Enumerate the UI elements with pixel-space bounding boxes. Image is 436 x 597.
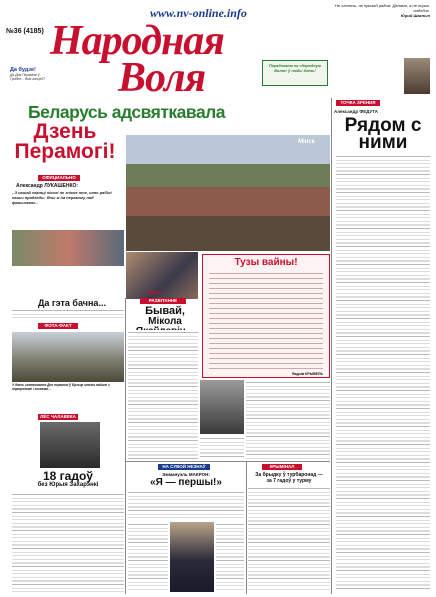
macron-article-text-2 xyxy=(128,522,168,592)
photo-fact-tag: ФОТА-ФАКТ xyxy=(38,323,78,329)
motto: Не хлопочи, не прыгай рядом. Делами, а не пирог, надобно. Юрий Шаклын xyxy=(335,3,430,18)
farewell-tag: РАЗВІТАННЕ xyxy=(140,298,186,304)
people-article-text xyxy=(12,492,124,592)
city-label-brest: Брэст xyxy=(148,290,163,296)
author-box[interactable]: ТОЧКА ЗРЕНИЯ Александр ФЕДУТА Рядом с ними xyxy=(334,100,432,151)
center-divider xyxy=(246,462,247,594)
site-url[interactable]: www.nv-online.info xyxy=(150,6,247,20)
farewell-article-text-2 xyxy=(246,380,330,460)
crime-article-text xyxy=(248,486,330,592)
author-column-text xyxy=(336,154,430,592)
lead-tag: ОФИЦИАЛЬНО xyxy=(38,175,80,181)
lead-quote: - З нашай памяці ніколі не знікне тое, што рабілі нашы прадзеды. Яны ж на перамогу над фашызмам... xyxy=(12,190,112,205)
poem-box[interactable]: Тузы вайны! Вадзім КРЫВЕЛЬ xyxy=(202,254,330,378)
sidebar-heading[interactable]: Да гэта бачна... xyxy=(38,298,106,308)
left-divider xyxy=(125,298,126,594)
macron-article-text-3 xyxy=(216,522,244,592)
city-label-minsk: Мінск xyxy=(298,139,315,145)
author-photo xyxy=(404,58,430,94)
macron-article-text xyxy=(128,490,244,520)
author-title: Рядом с ними xyxy=(344,115,422,153)
macron-headline[interactable]: Эммануэль МАКРОН: «Я — першы!» xyxy=(150,472,222,488)
issue-info xyxy=(6,38,46,68)
photo-veterans-flowers[interactable] xyxy=(12,230,124,266)
farewell-article-text-3 xyxy=(200,436,244,460)
people-headline[interactable]: 18 гадоў без Юрыя Захарэнкі xyxy=(37,469,99,488)
crime-tag: КРЫМІНАЛ xyxy=(262,464,302,470)
farewell-article-text xyxy=(128,330,198,460)
photo-writer[interactable] xyxy=(200,380,244,434)
photo-fact-caption: У дзень святкавання Дня перамогі ў Брэсце многія пайшлі з партрэтамі і выявамі... xyxy=(12,383,110,391)
photo-zakharenko[interactable] xyxy=(40,422,100,468)
photo-macron[interactable] xyxy=(170,522,214,592)
people-fate-tag: ЛЁС ЧАЛАВЕКА xyxy=(38,414,78,420)
lead-headline[interactable]: Беларусь адсвяткавала xyxy=(28,102,226,122)
photo-brest-portraits[interactable] xyxy=(12,332,124,382)
crime-headline[interactable]: За брыдку ў турбаронад — за 7 гадоў у турму xyxy=(255,472,323,484)
issue-number: №36 (4185) xyxy=(6,28,44,35)
photo-minsk-parade[interactable] xyxy=(126,135,330,251)
lead-byline: Александр ЛУКАШЕНКО: xyxy=(16,183,79,189)
lead-headline-2[interactable]: Дзень Перамогі! xyxy=(14,120,116,163)
foreign-tag: НА СУВОЙ НЕЗНАЎ xyxy=(158,464,210,470)
subscription-teaser[interactable]: Перадплата на «Народную Волю» ў любы дзень! xyxy=(262,60,328,86)
sidebar-teaser-text xyxy=(12,308,124,320)
column-divider xyxy=(331,98,332,594)
farewell-headline[interactable]: Бывай, Мікола xyxy=(145,305,185,327)
masthead-title: Народная Воля xyxy=(50,18,224,101)
left-teaser[interactable]: Да будзе! Да Дня Перамогі ў Гродне... Якія гасцей? xyxy=(10,67,46,81)
center-hline xyxy=(126,461,330,462)
